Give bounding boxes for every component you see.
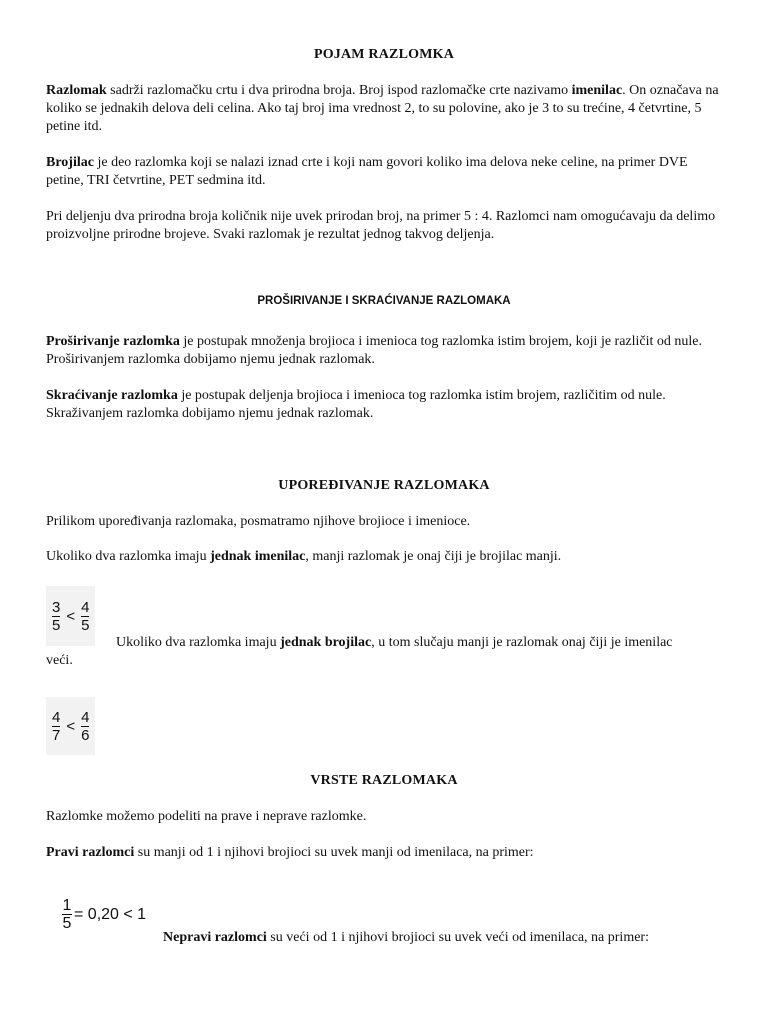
text: je postupak deljenja brojioca i imenioca tog razlomka istim brojem, različitim od nule. Skraživanjem razlomka dobijamo njemu jednak razlomak.	[46, 388, 666, 421]
paragraph-prosirivanje	[46, 333, 726, 369]
denominator: 7	[52, 726, 61, 744]
numerator: 3	[52, 598, 61, 616]
text: sadrži razlomačku crtu i dva prirodna broja. Broj ispod razlomačke crte nazivamo	[106, 83, 572, 98]
term-razlomak: Razlomak	[46, 83, 107, 98]
numerator: 4	[52, 708, 61, 726]
text: Ukoliko dva razlomka imaju	[116, 635, 281, 650]
paragraph-jednak-brojilac	[116, 634, 726, 652]
fraction	[62, 898, 72, 931]
paragraph-razlomak	[46, 82, 726, 136]
denominator: 5	[81, 616, 90, 634]
denominator: 6	[81, 726, 90, 744]
fraction	[52, 600, 60, 633]
section-heading-prosirivanje: PROŠIRIVANJE I SKRAĆIVANJE RAZLOMAKA	[257, 295, 511, 307]
fraction	[52, 710, 60, 743]
denominator: 5	[62, 915, 72, 932]
paragraph-skracivanje	[46, 387, 726, 423]
text: je deo razlomka koji se nalazi iznad crte i koji nam govori koliko ima delova neke celine, na primer DVE petine, TRI četvrtine, PET sedmina itd.	[46, 155, 688, 188]
text: su veći od 1 i njihovi brojioci su uvek veći od imenilaca, na primer:	[266, 930, 649, 945]
term-pravi-razlomci: Pravi razlomci	[46, 845, 135, 860]
term-prosirivanje: Proširivanje razlomka	[46, 334, 180, 349]
fraction-example-equal-numerator	[46, 697, 95, 755]
paragraph-brojilac	[46, 154, 726, 190]
fraction-example-proper	[62, 898, 146, 931]
term-brojilac: Brojilac	[46, 155, 94, 170]
paragraph-nepravi-razlomci	[163, 929, 733, 947]
paragraph-pravi-razlomci	[46, 844, 726, 862]
paragraph-uporedjivanje: Prilikom upoređivanja razlomaka, posmatramo njihove brojioce i imenioce.	[46, 514, 471, 529]
numerator: 4	[81, 708, 90, 726]
less-than-sign: <	[66, 717, 76, 735]
page-title: POJAM RAZLOMKA	[313, 47, 455, 62]
fraction-example-equal-denominator	[46, 586, 95, 646]
text: . On označava na koliko se jednakih delova deli celina. Ako taj broj ima vrednost 2, to su polovine, ako je 3 to su trećine, 4 četvrtine, 5 petine itd.	[46, 83, 719, 134]
term-skracivanje: Skraćivanje razlomka	[46, 388, 178, 403]
term-nepravi-razlomci: Nepravi razlomci	[163, 930, 267, 945]
text: Ukoliko dva razlomka imaju	[46, 549, 211, 564]
less-than-sign: <	[66, 607, 76, 625]
text: su manji od 1 i njihovi brojioci su uvek manji od imenilaca, na primer:	[134, 845, 534, 860]
section-heading-uporedjivanje: UPOREĐIVANJE RAZLOMAKA	[278, 478, 490, 493]
term-imenilac: imenilac	[571, 83, 623, 98]
paragraph-vrste: Razlomke možemo podeliti na prave i neprave razlomke.	[46, 809, 367, 824]
paragraph-jednak-imenilac	[46, 548, 726, 566]
section-heading-vrste: VRSTE RAZLOMAKA	[310, 773, 458, 788]
numerator: 4	[81, 598, 90, 616]
text: , u tom slučaju manji je razlomak onaj čiji je imenilac	[371, 635, 673, 650]
term-jednak-brojilac: jednak brojilac	[280, 635, 372, 650]
term-jednak-imenilac: jednak imenilac	[210, 549, 306, 564]
numerator: 1	[62, 897, 72, 914]
text: , manji razlomak je onaj čiji je brojilac manji.	[305, 549, 562, 564]
fraction	[81, 600, 89, 633]
paragraph-jednak-brojilac-continued: veći.	[46, 653, 73, 668]
text: je postupak množenja brojioca i imenioca tog razlomka istim brojem, koji je različit od nule. Proširivanjem razlomka dobijamo njemu jednak razlomak.	[46, 334, 703, 367]
fraction	[81, 710, 89, 743]
equation-remainder: = 0,20 < 1	[74, 905, 147, 923]
denominator: 5	[52, 616, 61, 634]
paragraph-deljenje: Pri deljenju dva prirodna broja količnik nije uvek prirodan broj, na primer 5 : 4. Razlomci nam omogućavaju da delimo proizvoljne prirodne brojeve. Svaki razlomak je rezultat jednog takvog deljenja.	[46, 209, 716, 242]
